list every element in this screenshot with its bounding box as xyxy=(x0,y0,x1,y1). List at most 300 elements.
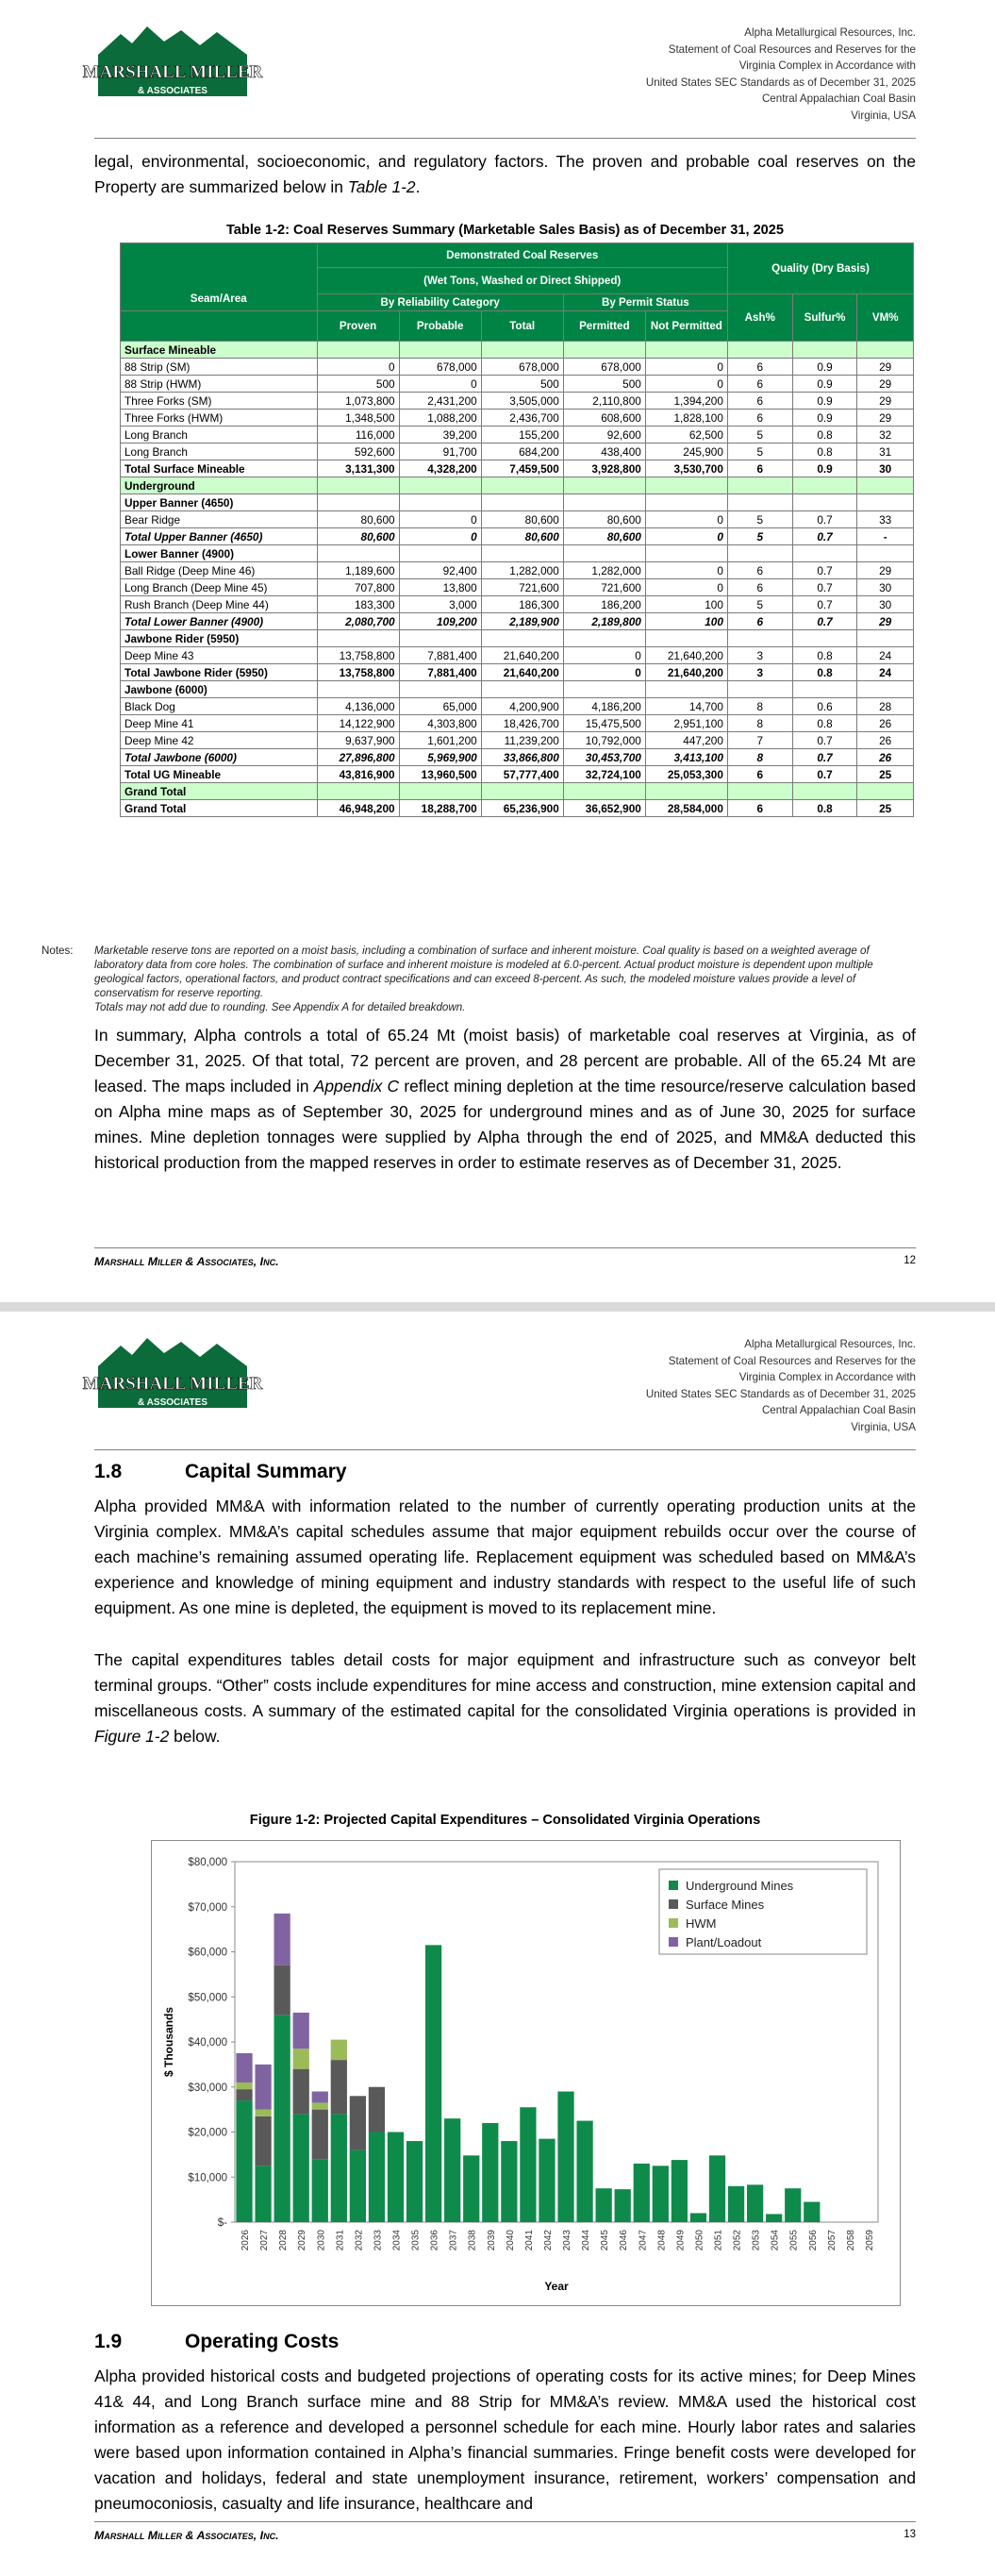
bar-underground-mines xyxy=(331,2114,347,2222)
table-cell: 13,758,800 xyxy=(317,647,399,664)
table-cell: 4,136,000 xyxy=(317,698,399,715)
empty-cell xyxy=(645,681,727,698)
bar-underground-mines xyxy=(615,2189,631,2222)
row-label: Total UG Mineable xyxy=(121,766,318,783)
header-block xyxy=(646,1336,916,1435)
table-cell: 116,000 xyxy=(317,427,399,443)
table-cell: 30 xyxy=(857,596,914,613)
table-cell: 0.8 xyxy=(792,715,857,732)
table-cell: 500 xyxy=(563,376,645,393)
table-cell: 30 xyxy=(857,460,914,477)
x-tick-label: 2045 xyxy=(600,2230,611,2251)
table-cell: 43,816,900 xyxy=(317,766,399,783)
empty-cell xyxy=(727,477,792,494)
section-number: 1.9 xyxy=(94,2331,123,2352)
header-line: United States SEC Standards as of December 31, 2025 xyxy=(645,75,916,89)
bar-plant-loadout xyxy=(293,2013,309,2049)
capital-text: The capital expenditures tables detail costs for major equipment and infrastructure such as conveyor belt terminal groups. “Other” costs include expenditures for mine access and construction, mine extension capital and miscellaneous costs. A summary of the estimated capital for the consolidated Virginia operations is provided in xyxy=(94,1650,916,1720)
table-cell: 0 xyxy=(399,528,481,545)
row-label: 88 Strip (SM) xyxy=(121,359,318,376)
table-cell: 18,288,700 xyxy=(399,800,481,817)
table-cell: 500 xyxy=(481,376,563,393)
table-cell: 0.8 xyxy=(792,443,857,460)
notes-label: Notes: xyxy=(41,945,74,957)
x-tick-label: 2059 xyxy=(864,2230,875,2251)
empty-cell xyxy=(481,494,563,511)
section-title: Capital Summary xyxy=(185,1461,347,1482)
table-row xyxy=(121,359,914,376)
table-cell: 25 xyxy=(857,800,914,817)
x-tick-label: 2027 xyxy=(259,2230,271,2251)
y-tick-label: $20,000 xyxy=(188,2127,227,2139)
empty-cell xyxy=(857,681,914,698)
table-cell: 0.6 xyxy=(792,698,857,715)
bar-underground-mines xyxy=(672,2160,688,2222)
bar-underground-mines xyxy=(350,2150,366,2222)
row-label: Total Surface Mineable xyxy=(121,460,318,477)
table-row xyxy=(121,393,914,410)
bar-hwm xyxy=(293,2049,309,2068)
col-probable: Probable xyxy=(399,311,481,342)
row-label: Total Lower Banner (4900) xyxy=(121,613,318,630)
bar-underground-mines xyxy=(255,2166,271,2222)
legend-swatch xyxy=(669,1937,678,1947)
svg-text:& ASSOCIATES: & ASSOCIATES xyxy=(138,1397,207,1408)
bar-surface-mines xyxy=(255,2116,271,2166)
row-label: Black Dog xyxy=(121,698,318,715)
table-cell: 29 xyxy=(857,359,914,376)
table-row xyxy=(121,800,914,817)
svg-text:& ASSOCIATES: & ASSOCIATES xyxy=(138,86,207,96)
header-block xyxy=(646,25,916,124)
table-cell: 0.7 xyxy=(792,596,857,613)
col-sulfur: Sulfur% xyxy=(792,294,857,342)
table-cell: 92,600 xyxy=(563,427,645,443)
table-cell: 0 xyxy=(399,511,481,528)
empty-cell xyxy=(481,545,563,562)
table-cell: 1,348,500 xyxy=(317,410,399,427)
bar-underground-mines xyxy=(747,2184,763,2222)
table-cell: 1,394,200 xyxy=(645,393,727,410)
header-line: Central Appalachian Coal Basin xyxy=(761,1404,916,1416)
empty-cell xyxy=(317,545,399,562)
table-cell: 1,282,000 xyxy=(563,562,645,579)
bar-hwm xyxy=(312,2102,328,2109)
table-cell: 3,505,000 xyxy=(481,393,563,410)
x-tick-label: 2031 xyxy=(335,2230,346,2251)
table-cell: 29 xyxy=(857,613,914,630)
table-cell: 721,600 xyxy=(481,579,563,596)
table-cell: 707,800 xyxy=(317,579,399,596)
header-line: Alpha Metallurgical Resources, Inc. xyxy=(744,26,916,39)
row-label: Three Forks (HWM) xyxy=(121,410,318,427)
empty-cell xyxy=(645,630,727,647)
section-title: Operating Costs xyxy=(185,2331,340,2352)
footer xyxy=(94,1255,916,1268)
bar-underground-mines xyxy=(274,2015,290,2222)
table-cell: 5 xyxy=(727,528,792,545)
capital-text-end: below. xyxy=(169,1727,221,1746)
empty-cell xyxy=(792,630,857,647)
bar-underground-mines xyxy=(501,2141,517,2222)
header-line: Central Appalachian Coal Basin xyxy=(761,92,916,105)
empty-cell xyxy=(399,783,481,800)
empty-cell xyxy=(317,783,399,800)
table-cell: 5 xyxy=(727,596,792,613)
table-row xyxy=(121,732,914,749)
row-label: Deep Mine 43 xyxy=(121,647,318,664)
bar-hwm xyxy=(255,2110,271,2116)
empty-cell xyxy=(399,477,481,494)
table-cell: 13,960,500 xyxy=(399,766,481,783)
table-cell: 2,189,800 xyxy=(563,613,645,630)
empty-cell xyxy=(399,545,481,562)
table-cell: 28 xyxy=(857,698,914,715)
bar-plant-loadout xyxy=(312,2092,328,2103)
table-row xyxy=(121,545,914,562)
y-tick-label: $40,000 xyxy=(188,2037,227,2049)
table-row xyxy=(121,698,914,715)
capex-chart-svg xyxy=(152,1841,900,2305)
table-cell: 0.7 xyxy=(792,511,857,528)
empty-cell xyxy=(792,494,857,511)
header-line: Virginia, USA xyxy=(851,109,916,122)
legend-swatch xyxy=(669,1881,678,1890)
header-line: Statement of Coal Resources and Reserves for the xyxy=(668,1354,916,1367)
notes-text-rounding: Totals may not add due to rounding. See Appendix A for detailed breakdown. xyxy=(94,1001,466,1013)
table-row xyxy=(121,528,914,545)
table-row xyxy=(121,596,914,613)
empty-cell xyxy=(727,630,792,647)
empty-cell xyxy=(563,342,645,359)
figure-reference: Figure 1-2 xyxy=(94,1727,170,1746)
bar-underground-mines xyxy=(520,2107,536,2222)
legend-swatch xyxy=(669,1918,678,1928)
table-cell: 24 xyxy=(857,647,914,664)
table-cell: 0.7 xyxy=(792,528,857,545)
table-cell: 91,700 xyxy=(399,443,481,460)
table-cell: 0.7 xyxy=(792,562,857,579)
svg-text:MARSHALL MILLER: MARSHALL MILLER xyxy=(82,1374,263,1394)
table-cell: 0.8 xyxy=(792,647,857,664)
table-cell: 4,186,200 xyxy=(563,698,645,715)
empty-cell xyxy=(481,342,563,359)
table-cell: 92,400 xyxy=(399,562,481,579)
table-cell: 80,600 xyxy=(481,511,563,528)
table-notes xyxy=(41,944,916,1014)
table-cell: 29 xyxy=(857,410,914,427)
x-tick-label: 2026 xyxy=(240,2230,252,2251)
row-label: Bear Ridge xyxy=(121,511,318,528)
bar-underground-mines xyxy=(804,2202,820,2222)
row-label: Total Upper Banner (4650) xyxy=(121,528,318,545)
empty-cell xyxy=(317,681,399,698)
header-demonstrated: Demonstrated Coal Reserves xyxy=(317,243,727,268)
table-cell: 5 xyxy=(727,427,792,443)
empty-cell xyxy=(563,477,645,494)
table-cell: 3,131,300 xyxy=(317,460,399,477)
row-label: Rush Branch (Deep Mine 44) xyxy=(121,596,318,613)
empty-cell xyxy=(727,342,792,359)
x-tick-label: 2044 xyxy=(581,2230,592,2251)
table-cell: 30,453,700 xyxy=(563,749,645,766)
table-cell: 3 xyxy=(727,664,792,681)
table-cell: 65,000 xyxy=(399,698,481,715)
table-cell: 21,640,200 xyxy=(481,664,563,681)
table-cell: 2,431,200 xyxy=(399,393,481,410)
empty-cell xyxy=(792,342,857,359)
table-cell: 80,600 xyxy=(317,528,399,545)
table-cell: 447,200 xyxy=(645,732,727,749)
table-cell: 21,640,200 xyxy=(481,647,563,664)
bar-underground-mines xyxy=(653,2166,669,2222)
table-cell: 8 xyxy=(727,715,792,732)
x-tick-label: 2034 xyxy=(391,2230,403,2251)
table-cell: 29 xyxy=(857,562,914,579)
empty-cell xyxy=(857,342,914,359)
empty-cell xyxy=(399,681,481,698)
header-rule xyxy=(94,1449,916,1450)
bar-underground-mines xyxy=(406,2141,423,2222)
bar-underground-mines xyxy=(596,2188,612,2222)
table-row xyxy=(121,443,914,460)
table-cell: 0.8 xyxy=(792,664,857,681)
row-label: Total Jawbone Rider (5950) xyxy=(121,664,318,681)
table-cell: 721,600 xyxy=(563,579,645,596)
table-cell: 0 xyxy=(399,376,481,393)
bar-hwm xyxy=(236,2083,252,2089)
table-row xyxy=(121,647,914,664)
table-cell: 3,413,100 xyxy=(645,749,727,766)
footer-company: Marshall Miller & Associates, Inc. xyxy=(94,1255,279,1268)
intro-text: legal, environmental, socioeconomic, and regulatory factors. The proven and probable coal reserves on the Property are summarized below in xyxy=(94,152,916,196)
header-quality: Quality (Dry Basis) xyxy=(727,243,913,294)
header-by-permit: By Permit Status xyxy=(563,294,727,311)
table-cell: 1,828,100 xyxy=(645,410,727,427)
table-cell: 6 xyxy=(727,579,792,596)
table-cell: 155,200 xyxy=(481,427,563,443)
x-tick-label: 2049 xyxy=(675,2230,687,2251)
intro-paragraph xyxy=(94,149,916,200)
bar-underground-mines xyxy=(576,2121,592,2222)
table-cell: 4,328,200 xyxy=(399,460,481,477)
y-tick-label: $- xyxy=(217,2217,227,2229)
table-cell: 2,189,900 xyxy=(481,613,563,630)
col-seam-spacer xyxy=(121,311,318,342)
table-cell: 4,303,800 xyxy=(399,715,481,732)
empty-cell xyxy=(857,783,914,800)
x-tick-label: 2029 xyxy=(297,2230,308,2251)
table-cell: 14,122,900 xyxy=(317,715,399,732)
table-cell: 245,900 xyxy=(645,443,727,460)
bar-underground-mines xyxy=(312,2159,328,2222)
table-cell: 7,881,400 xyxy=(399,647,481,664)
table-cell: 29 xyxy=(857,393,914,410)
table-cell: 0.9 xyxy=(792,359,857,376)
table-row xyxy=(121,630,914,647)
col-ash: Ash% xyxy=(727,294,792,342)
x-tick-label: 2037 xyxy=(448,2230,459,2251)
row-label: Long Branch xyxy=(121,427,318,443)
bar-underground-mines xyxy=(539,2139,555,2222)
table-cell: 21,640,200 xyxy=(645,664,727,681)
table-cell: 33,866,800 xyxy=(481,749,563,766)
table-cell: 6 xyxy=(727,766,792,783)
table-cell: 0 xyxy=(645,511,727,528)
table-cell: 7,459,500 xyxy=(481,460,563,477)
table-cell: 678,000 xyxy=(563,359,645,376)
table-cell: 0.7 xyxy=(792,613,857,630)
header-line: Virginia Complex in Accordance with xyxy=(738,59,916,72)
x-tick-label: 2036 xyxy=(429,2230,440,2251)
empty-cell xyxy=(645,477,727,494)
table-cell: 62,500 xyxy=(645,427,727,443)
table-cell: 4,200,900 xyxy=(481,698,563,715)
table-cell: 0 xyxy=(645,579,727,596)
table-cell: 500 xyxy=(317,376,399,393)
empty-cell xyxy=(399,342,481,359)
table-row xyxy=(121,664,914,681)
y-tick-label: $80,000 xyxy=(188,1857,227,1868)
x-tick-label: 2038 xyxy=(467,2230,478,2251)
table-row xyxy=(121,410,914,427)
table-row xyxy=(121,562,914,579)
empty-cell xyxy=(563,783,645,800)
row-label: Total Jawbone (6000) xyxy=(121,749,318,766)
table-cell: 25,053,300 xyxy=(645,766,727,783)
table-cell: 13,800 xyxy=(399,579,481,596)
table-cell: 0.8 xyxy=(792,427,857,443)
table-cell: 0 xyxy=(317,359,399,376)
header-rule xyxy=(94,138,916,139)
row-label: Underground xyxy=(121,477,318,494)
summary-text-end: reflect mining depletion at the time resource/reserve calculation based on Alpha mine maps as of September 30, 2025 for underground mines and as of June 30, 2025 for surface mines. Mine depletion tonnages were supplied by Alpha through the end of 2025, and MM&A deducted this historical production from the mapped reserves in order to estimate reserves as of December 31, 2025. xyxy=(94,1077,917,1172)
table-cell: 592,600 xyxy=(317,443,399,460)
x-tick-label: 2047 xyxy=(638,2230,649,2251)
table-row xyxy=(121,494,914,511)
bar-underground-mines xyxy=(634,2164,650,2222)
section-heading-1-8 xyxy=(94,1461,347,1483)
table-cell: 24 xyxy=(857,664,914,681)
col-proven: Proven xyxy=(317,311,399,342)
row-label: Grand Total xyxy=(121,783,318,800)
table-cell: 0.9 xyxy=(792,393,857,410)
table-cell: 27,896,800 xyxy=(317,749,399,766)
col-vm: VM% xyxy=(857,294,914,342)
table-cell: 29 xyxy=(857,376,914,393)
table-cell: 6 xyxy=(727,800,792,817)
table-cell: 186,200 xyxy=(563,596,645,613)
x-tick-label: 2042 xyxy=(542,2230,554,2251)
row-label: Surface Mineable xyxy=(121,342,318,359)
x-tick-label: 2028 xyxy=(278,2230,290,2251)
y-axis-label: $ Thousands xyxy=(162,2006,175,2078)
header-line: Statement of Coal Resources and Reserves for the xyxy=(668,42,916,56)
empty-cell xyxy=(645,783,727,800)
empty-cell xyxy=(563,681,645,698)
table-cell: 7,881,400 xyxy=(399,664,481,681)
col-total: Total xyxy=(481,311,563,342)
row-label: 88 Strip (HWM) xyxy=(121,376,318,393)
bar-underground-mines xyxy=(463,2155,479,2222)
empty-cell xyxy=(399,494,481,511)
table-cell: 100 xyxy=(645,613,727,630)
table-cell: 3 xyxy=(727,647,792,664)
x-tick-label: 2040 xyxy=(505,2230,516,2251)
table-cell: 1,073,800 xyxy=(317,393,399,410)
table-cell: 3,000 xyxy=(399,596,481,613)
bar-underground-mines xyxy=(785,2188,801,2222)
empty-cell xyxy=(727,494,792,511)
summary-text: In summary, Alpha controls a total of 65.24 Mt (moist basis) of marketable coal reserves at Virginia, as of December 31, 2025. Of that total, 72 percent are proven, and 28 percent are probable. All of the 65.24 Mt are leased. The maps included in xyxy=(94,1026,916,1096)
table-row xyxy=(121,766,914,783)
header-line: United States SEC Standards as of December 31, 2025 xyxy=(645,1387,916,1400)
empty-cell xyxy=(857,630,914,647)
table-cell: 18,426,700 xyxy=(481,715,563,732)
table-reference: Table 1-2 xyxy=(347,177,416,196)
table-cell: 1,601,200 xyxy=(399,732,481,749)
table-cell: 0.7 xyxy=(792,766,857,783)
table-cell: 31 xyxy=(857,443,914,460)
table-cell: 186,300 xyxy=(481,596,563,613)
table-cell: 5 xyxy=(727,511,792,528)
table-cell: 684,200 xyxy=(481,443,563,460)
table-cell: 1,282,000 xyxy=(481,562,563,579)
legend-swatch xyxy=(669,1899,678,1909)
appendix-reference: Appendix C xyxy=(313,1077,400,1096)
x-tick-label: 2050 xyxy=(694,2230,705,2251)
table-cell: 32,724,100 xyxy=(563,766,645,783)
x-tick-label: 2039 xyxy=(486,2230,497,2251)
reserves-table-wrap xyxy=(120,243,914,817)
table-cell: 3,530,700 xyxy=(645,460,727,477)
table-cell: 14,700 xyxy=(645,698,727,715)
reserves-table-body xyxy=(121,342,914,817)
bar-underground-mines xyxy=(690,2213,706,2222)
x-tick-label: 2032 xyxy=(354,2230,365,2251)
empty-cell xyxy=(481,681,563,698)
figure-caption: Figure 1-2: Projected Capital Expenditures – Consolidated Virginia Operations xyxy=(249,1813,761,1828)
header-wet-tons: (Wet Tons, Washed or Direct Shipped) xyxy=(317,268,727,294)
empty-cell xyxy=(792,681,857,698)
row-label: Long Branch (Deep Mine 45) xyxy=(121,579,318,596)
page-number: 12 xyxy=(904,1255,916,1266)
table-cell: 26 xyxy=(857,749,914,766)
empty-cell xyxy=(563,545,645,562)
table-cell: 28,584,000 xyxy=(645,800,727,817)
empty-cell xyxy=(399,630,481,647)
y-tick-label: $50,000 xyxy=(188,1992,227,2004)
section-number: 1.8 xyxy=(94,1461,123,1482)
table-cell: 100 xyxy=(645,596,727,613)
bar-underground-mines xyxy=(557,2092,573,2222)
y-tick-label: $60,000 xyxy=(188,1947,227,1959)
table-cell: 80,600 xyxy=(563,511,645,528)
col-seam-area: Seam/Area xyxy=(121,243,318,311)
row-label: Upper Banner (4650) xyxy=(121,494,318,511)
table-cell: 15,475,500 xyxy=(563,715,645,732)
table-cell: 26 xyxy=(857,732,914,749)
col-permitted: Permitted xyxy=(563,311,645,342)
bar-hwm xyxy=(331,2040,347,2060)
table-cell: 6 xyxy=(727,393,792,410)
empty-cell xyxy=(481,783,563,800)
table-cell: 6 xyxy=(727,359,792,376)
bar-surface-mines xyxy=(331,2060,347,2114)
x-tick-label: 2046 xyxy=(619,2230,630,2251)
table-cell: 7 xyxy=(727,732,792,749)
empty-cell xyxy=(857,477,914,494)
